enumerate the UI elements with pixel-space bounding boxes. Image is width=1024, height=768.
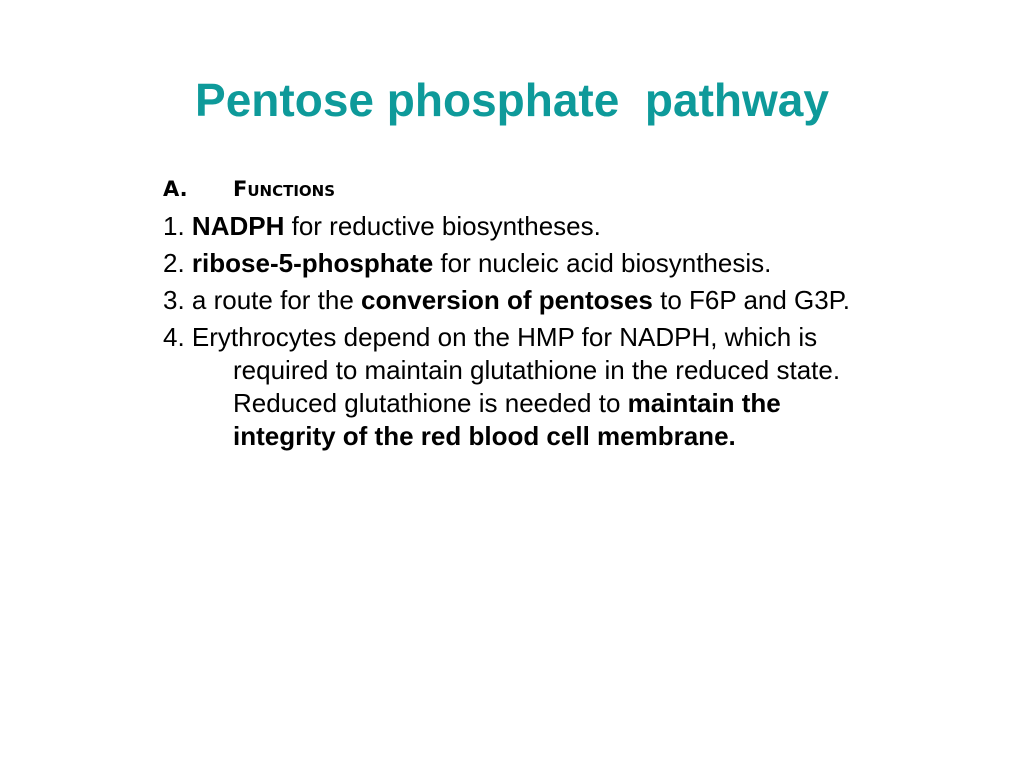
list-item-4	[163, 321, 863, 453]
slide-body	[163, 170, 863, 457]
item-text: for reductive biosyntheses.	[284, 211, 601, 241]
item-text: for nucleic acid biosynthesis.	[433, 248, 772, 278]
item-key-term: maintain the integrity of the red blood cell membrane.	[233, 388, 781, 451]
item-text: Erythrocytes depend on the HMP for NADPH, which is required to maintain glutathione in the reduced state. Reduced glutathione is needed to	[191, 322, 841, 418]
section-heading	[163, 170, 863, 208]
item-number: 3.	[163, 285, 185, 315]
item-key-term: conversion of pentoses	[361, 285, 653, 315]
list-item-3	[163, 284, 863, 317]
item-key-term: ribose-5-phosphate	[191, 248, 434, 278]
item-number: 2.	[163, 248, 185, 278]
item-number: 1.	[163, 211, 185, 241]
item-number: 4.	[163, 322, 185, 352]
item-text: a route for the	[191, 285, 362, 315]
list-item-2	[163, 247, 863, 280]
section-marker: A.	[163, 177, 188, 201]
section-label: Functions	[233, 177, 336, 201]
item-text: to F6P and G3P.	[652, 285, 850, 315]
slide-title: Pentose phosphate pathway	[195, 74, 829, 126]
item-key-term: NADPH	[191, 211, 285, 241]
list-item-1	[163, 210, 863, 243]
